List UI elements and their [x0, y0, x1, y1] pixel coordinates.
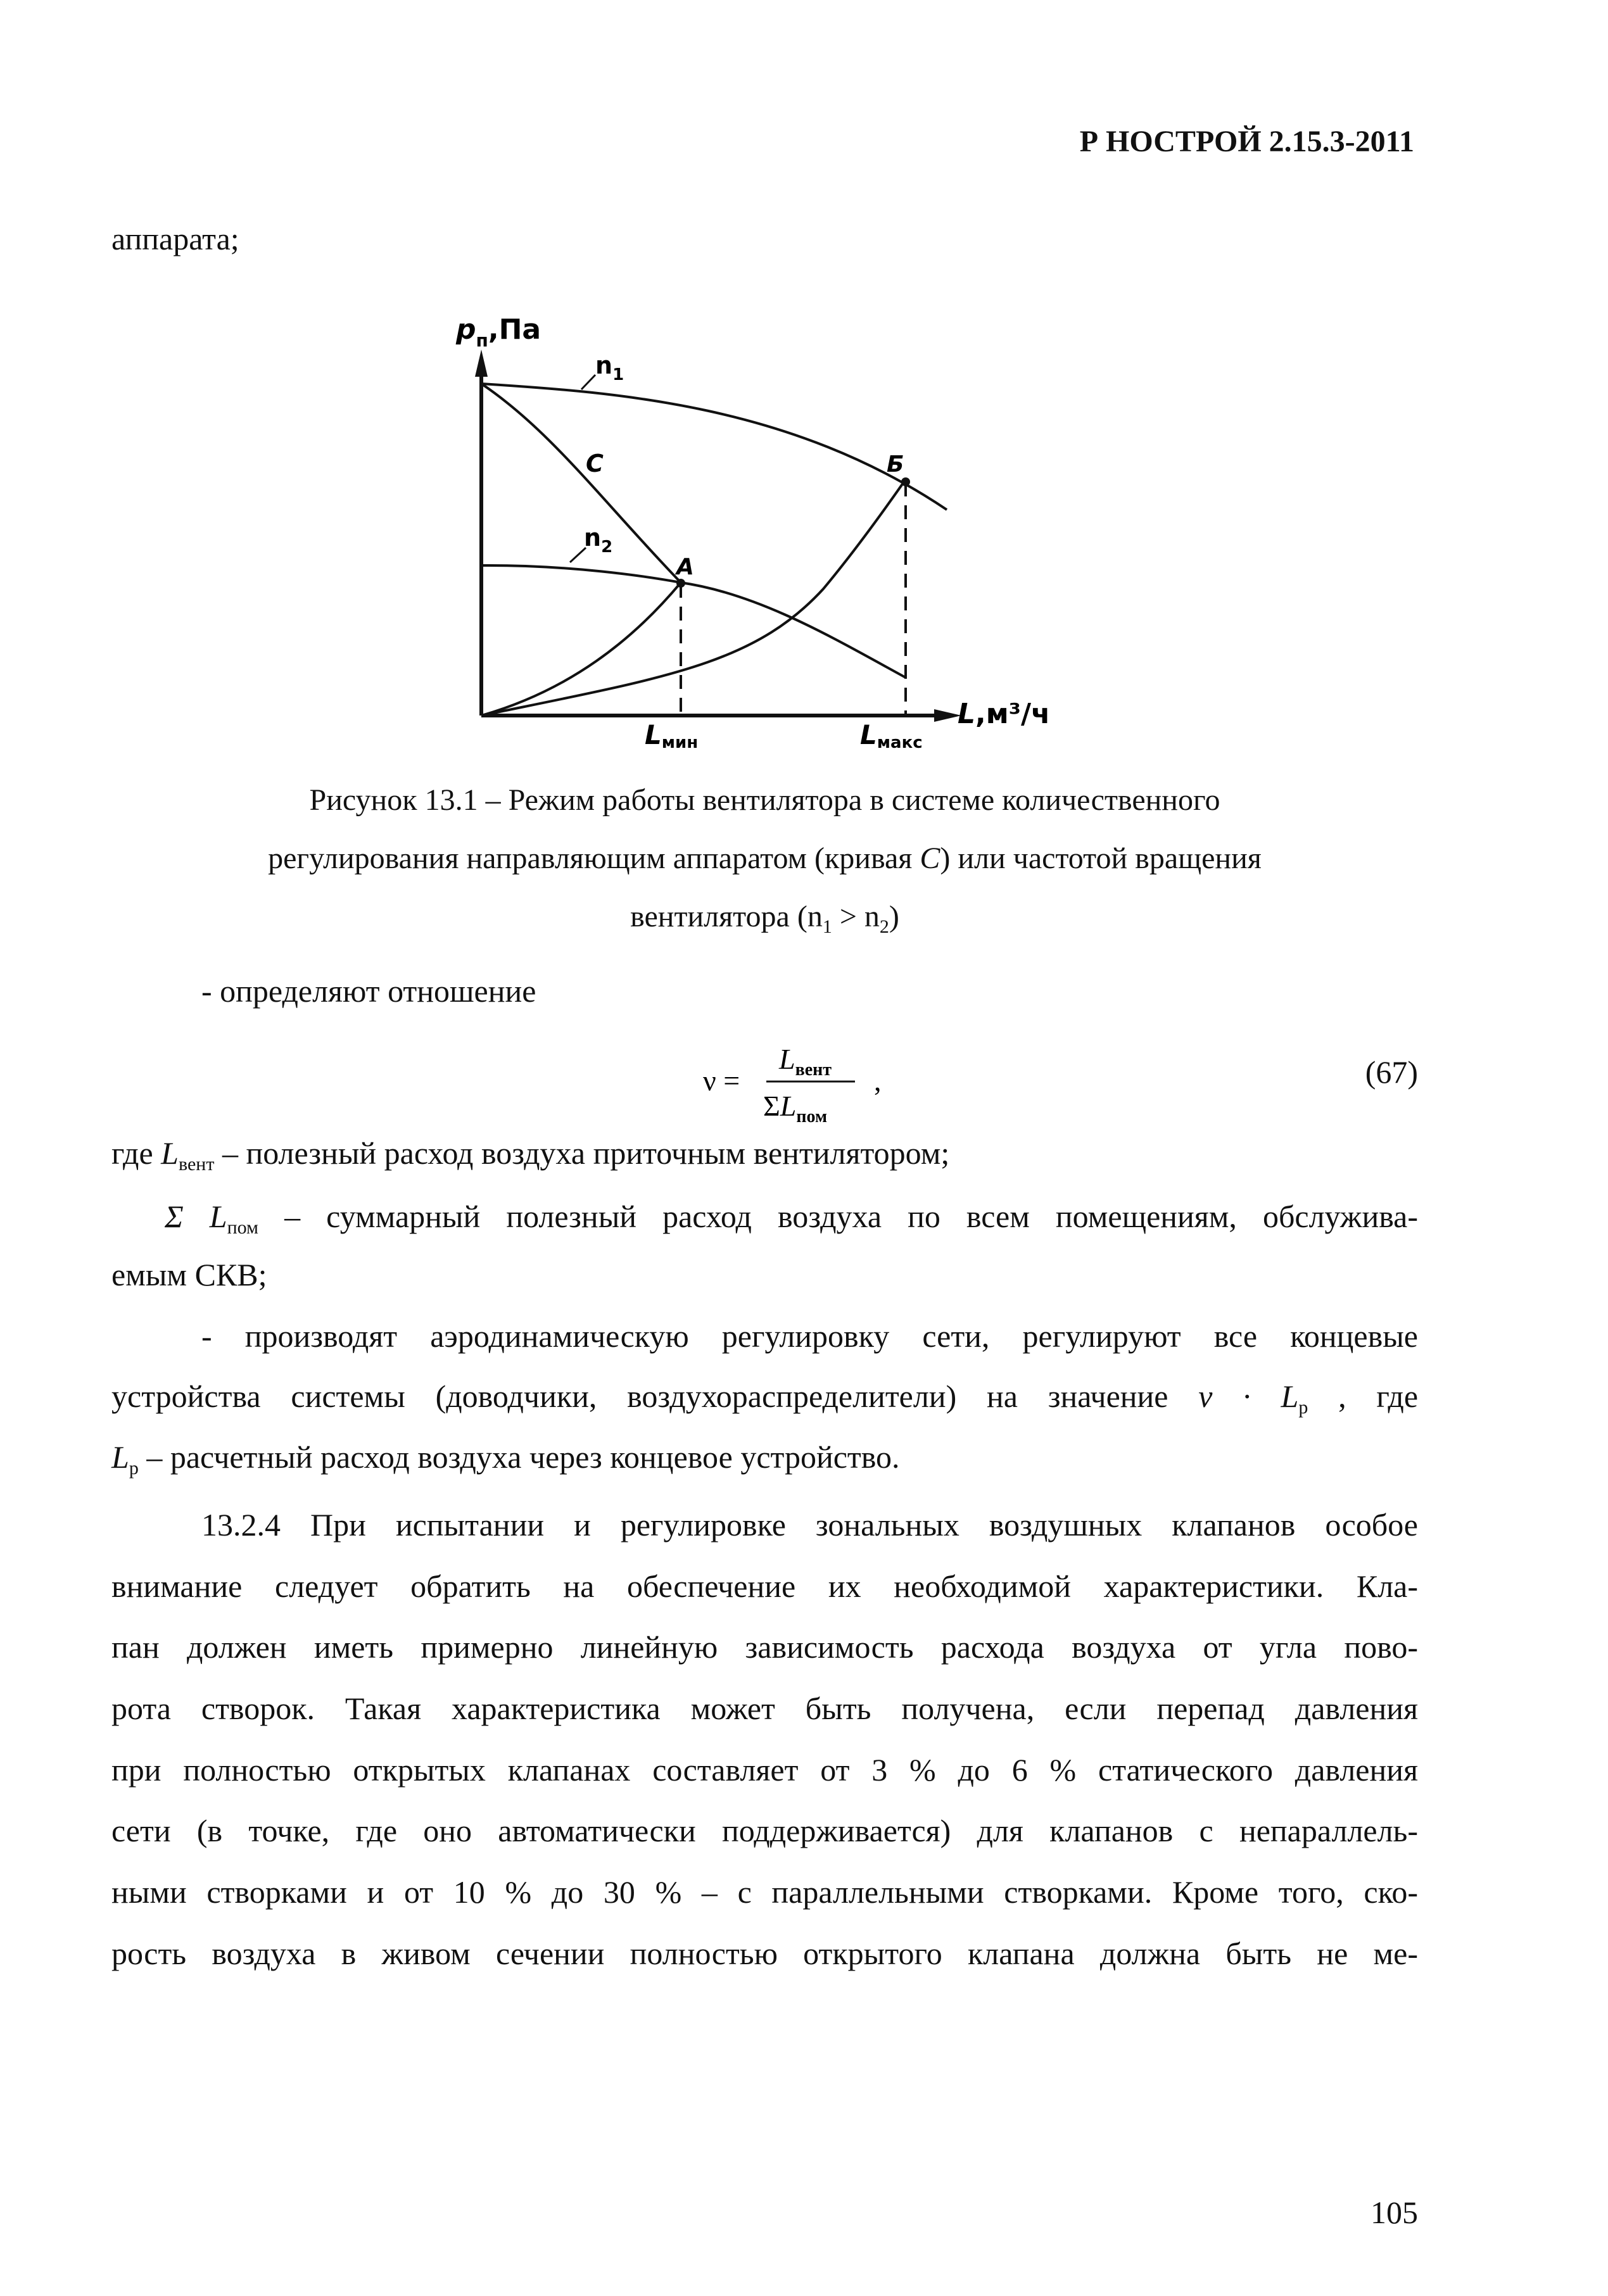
network-curve-b	[481, 481, 904, 716]
formula-lhs: ν =	[703, 1064, 740, 1097]
page-number: 105	[1371, 2195, 1418, 2230]
bullet-aero-line1: - производят аэродинамическую регулировку сети, регулируют все концевые	[201, 1318, 1418, 1354]
x-min-label: Lмин	[645, 719, 699, 752]
point-a-marker	[676, 579, 685, 588]
point-b-label: Б	[887, 451, 904, 477]
bullet-aero-line2: устройства системы (доводчики, воздухораспределители) на значение $\nu \cdot L_р$ , где	[111, 1378, 1419, 1418]
paragraph-line-8: рость воздуха в живом сечении полностью открытого клапана должна быть не ме-	[111, 1936, 1418, 1971]
paragraph-line-1: 13.2.4 При испытании и регулировке зональных воздушных клапанов особое	[201, 1507, 1418, 1542]
paragraph-line-5: при полностью открытых клапанах составляет от 3 % до 6 % статического давления	[111, 1752, 1418, 1788]
fan-mode-figure	[443, 298, 1077, 754]
fan-mode-diagram	[443, 298, 1077, 754]
paragraph-line-3: пан должен иметь примерно линейную зависимость расхода воздуха от угла пово-	[111, 1629, 1418, 1665]
n1-leader	[581, 375, 595, 389]
where-l-vent: где $L_{вент}$ – полезный расход воздуха приточным вентилятором;	[111, 1135, 950, 1175]
curve-c-label: С	[586, 450, 604, 477]
curve-n1-label: $n_1$	[595, 351, 624, 384]
y-axis-arrow	[475, 350, 488, 377]
text-line-apparatus: аппарата;	[111, 221, 239, 256]
formula-number: (67)	[1365, 1054, 1418, 1090]
formula-comma: ,	[874, 1064, 882, 1097]
where-sum-l-pom: Σ $L_{пом}$ – суммарный полезный расход воздуха по всем помещениям, обслужива-	[165, 1199, 1418, 1238]
bullet-aero-line3: $L_р$ – расчетный расход воздуха через концевое устройство.	[111, 1439, 900, 1479]
paragraph-line-2: внимание следует обратить на обеспечение их необходимой характеристики. Кла-	[111, 1568, 1418, 1604]
figure-caption-line1: Рисунок 13.1 – Режим работы вентилятора в системе количественного	[309, 783, 1220, 817]
x-max-label: Lмакс	[860, 719, 923, 752]
y-axis-label: $р_п,Па$	[456, 313, 541, 351]
paragraph-line-7: ными створками и от 10 % до 30 % – с параллельными створками. Кроме того, ско-	[111, 1874, 1418, 1910]
where-sum-l-pom-cont: емым СКВ;	[111, 1257, 267, 1292]
figure-caption-line2: регулирования направляющим аппаратом (кривая С) или частотой вращения	[268, 842, 1262, 875]
formula-67	[703, 1032, 893, 1127]
curve-n2-label: $n_2$	[584, 524, 613, 557]
figure-caption-line3: вентилятора $(n_1 > n_2)$	[630, 900, 899, 937]
paragraph-line-6: сети (в точке, где оно автоматически поддерживается) для клапанов с непараллель-	[111, 1813, 1418, 1848]
curve-n2	[481, 565, 906, 678]
formula-numerator: $L_{вент}$	[779, 1043, 832, 1080]
x-axis-label: L,м³/ч	[958, 698, 1051, 730]
document-code-header: Р НОСТРОЙ 2.15.3-2011	[1079, 125, 1414, 158]
formula-denominator: $\Sigma L_{пом}$	[763, 1090, 828, 1126]
bullet-ratio: - определяют отношение	[201, 973, 536, 1009]
formula-graphic	[703, 1032, 893, 1127]
point-b-marker	[901, 477, 910, 486]
point-a-label: А	[676, 554, 694, 580]
curve-n1	[481, 384, 947, 510]
paragraph-line-4: рота створок. Такая характеристика может быть получена, если перепад давления	[111, 1691, 1418, 1726]
